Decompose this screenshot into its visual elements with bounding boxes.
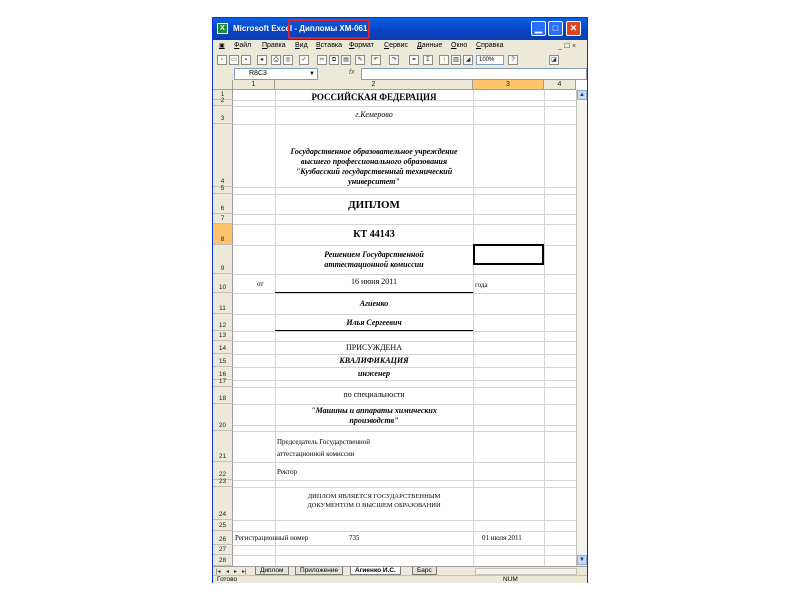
gridline-row (233, 462, 576, 463)
status-bar (213, 575, 587, 583)
first-sheet-icon[interactable]: |◂ (216, 569, 221, 575)
standard-toolbar (213, 53, 587, 68)
num-lock-indicator: NUM (503, 576, 518, 583)
row-header-21[interactable]: 21 (213, 431, 233, 462)
horizontal-scrollbar[interactable] (475, 568, 577, 575)
gridline-row (233, 380, 576, 381)
undo-icon[interactable]: ↶ (371, 55, 381, 65)
insert-function-icon[interactable]: fx (349, 69, 355, 76)
menu-window[interactable]: Окно (451, 42, 468, 49)
row-header-9[interactable]: 9 (213, 245, 233, 274)
select-all-corner[interactable] (213, 80, 233, 90)
vertical-scrollbar[interactable] (576, 90, 587, 566)
city-cell[interactable]: г.Кемерово (355, 110, 393, 119)
save-icon[interactable]: ▪ (241, 55, 251, 65)
gridline-row (233, 520, 576, 521)
institution-cell[interactable]: Государственное образовательное учреждение высшего профессионального образования "Кузбасский государственный технический университет" (290, 147, 458, 186)
gridline-row (233, 431, 576, 432)
gridline-row (233, 341, 576, 342)
document-window-controls[interactable]: _ ☐ × (558, 43, 577, 50)
gridline-row (233, 354, 576, 355)
menu-data[interactable]: Данные (417, 42, 443, 49)
row-header-14[interactable]: 14 (213, 341, 233, 354)
app-title: Microsoft Excel - (233, 24, 300, 33)
row-header-25[interactable]: 25 (213, 520, 233, 531)
column-header-3[interactable]: 3 (473, 80, 544, 90)
year-label-cell[interactable]: года (475, 281, 488, 289)
gridline-row (233, 331, 576, 332)
row-header-13[interactable]: 13 (213, 331, 233, 341)
menu-insert[interactable]: Вставка (316, 42, 343, 49)
gridline-row (233, 214, 576, 215)
row-header-28[interactable]: 28 (213, 555, 233, 566)
gridline-col-4 (544, 90, 545, 566)
sort-ascending-icon[interactable]: ↑ (439, 55, 449, 65)
awarded-cell[interactable]: ПРИСУЖДЕНА (346, 343, 402, 352)
close-icon: ✕ (569, 23, 578, 33)
gridline-row (233, 387, 576, 388)
status-ready: Готово (217, 576, 238, 583)
sheet-tab-bar (213, 566, 587, 575)
surname-cell[interactable]: Агиенко (359, 299, 389, 308)
menu-help[interactable]: Справка (476, 42, 504, 49)
row-header-8[interactable]: 8 (213, 224, 233, 245)
cut-icon[interactable]: ✂ (317, 55, 327, 65)
sheet-tab-bars[interactable]: Барс (412, 567, 437, 575)
gridline-row (233, 404, 576, 405)
sheet-tab-appendix[interactable]: Приложение (295, 567, 343, 575)
date-cell[interactable]: 16 июня 2011 (351, 277, 397, 286)
gridline-row (233, 487, 576, 488)
prev-sheet-icon[interactable]: ◂ (226, 569, 230, 575)
minimize-icon: ▁ (535, 23, 542, 33)
diploma-title-cell[interactable]: ДИПЛОМ (348, 199, 400, 211)
excel-icon: X (217, 23, 228, 34)
gridline-row (233, 124, 576, 125)
from-label-cell[interactable]: от (257, 280, 264, 288)
help-icon[interactable]: ? (508, 55, 518, 65)
gridline-row (233, 314, 576, 315)
spelling-icon[interactable]: ✓ (299, 55, 309, 65)
title-highlight-frame (288, 19, 370, 39)
menu-edit[interactable]: Правка (262, 42, 286, 49)
scroll-down-icon[interactable]: ▼ (577, 555, 587, 565)
row-header-24[interactable]: 24 (213, 487, 233, 520)
chart-wizard-icon[interactable]: ▥ (451, 55, 461, 65)
decision-cell[interactable]: Решением Государственной аттестационной комиссии (324, 250, 424, 269)
redo-icon[interactable]: ↷ (389, 55, 399, 65)
row-header-20[interactable]: 20 (213, 425, 233, 431)
issue-date-cell[interactable]: 01 июля 2011 (482, 534, 522, 542)
gridline-row (233, 187, 576, 188)
qualification-cell[interactable]: инженер (358, 369, 390, 378)
gridline-row (233, 545, 576, 546)
row-header-17[interactable]: 17 (213, 380, 233, 387)
close-button[interactable] (566, 21, 581, 36)
fill-color-icon[interactable]: ◪ (549, 55, 559, 65)
row-header-16[interactable]: 16 (213, 367, 233, 380)
print-icon[interactable]: ⎙ (271, 55, 281, 65)
title-bar[interactable] (213, 18, 587, 40)
state-document-cell[interactable]: ДИПЛОМ ЯВЛЯЕТСЯ ГОСУДАРСТВЕННЫМ ДОКУМЕНТОМ О ВЫСШЕМ ОБРАЗОВАНИИ (307, 493, 441, 509)
next-sheet-icon[interactable]: ▸ (234, 569, 238, 575)
row-header-26[interactable]: 26 (213, 531, 233, 545)
row-header-18[interactable]: 18 (213, 387, 233, 404)
print-preview-icon[interactable]: ◎ (283, 55, 293, 65)
row-header-7[interactable]: 7 (213, 214, 233, 224)
column-header-1[interactable]: 1 (233, 80, 275, 90)
chair-cell[interactable]: Председатель Государственной аттестационной комиссии (277, 438, 371, 458)
drawing-icon[interactable]: ◢ (463, 55, 473, 65)
row-header-11[interactable]: 11 (213, 293, 233, 314)
open-icon[interactable]: ▭ (229, 55, 239, 65)
minimize-button[interactable] (531, 21, 546, 36)
gridline-row (233, 293, 576, 294)
sheet-tab-agienko[interactable]: Агиенко И.С. (350, 567, 401, 575)
row-header-27[interactable]: 27 (213, 545, 233, 555)
menu-format[interactable]: Формат (349, 42, 374, 49)
row-header-23[interactable]: 23 (213, 480, 233, 487)
permission-icon[interactable]: ● (257, 55, 267, 65)
maximize-icon: □ (552, 23, 559, 33)
gridline-row (233, 531, 576, 532)
copy-icon[interactable]: ⧉ (329, 55, 339, 65)
document-title: Дипломы ХМ-061 (299, 24, 368, 33)
gridline-row (233, 480, 576, 481)
new-icon[interactable]: ▫ (217, 55, 227, 65)
row-header-22[interactable]: 22 (213, 462, 233, 480)
rector-cell[interactable]: Ректор (277, 468, 298, 476)
sheet-menu-icon[interactable]: ▣ (219, 43, 225, 49)
country-cell[interactable]: РОССИЙСКАЯ ФЕДЕРАЦИЯ (311, 92, 437, 102)
row-header-10[interactable]: 10 (213, 274, 233, 293)
given-names-cell[interactable]: Илья Сергеевич (346, 318, 402, 327)
last-sheet-icon[interactable]: ▸| (242, 569, 247, 575)
row-header-5[interactable]: 5 (213, 187, 233, 194)
formula-input[interactable] (361, 68, 587, 80)
row-header-12[interactable]: 12 (213, 314, 233, 331)
gridline-row (233, 106, 576, 107)
row-header-3[interactable]: 3 (213, 106, 233, 124)
gridline-row (233, 367, 576, 368)
gridline-col-3 (473, 90, 474, 566)
row-header-4[interactable]: 4 (213, 124, 233, 187)
row-header-6[interactable]: 6 (213, 194, 233, 214)
registration-label-cell[interactable]: Регистрационный номер (235, 534, 309, 542)
zoom-select[interactable]: 100% (476, 55, 504, 65)
formula-bar (213, 68, 587, 80)
column-header-2[interactable]: 2 (275, 80, 473, 90)
column-header-4[interactable]: 4 (544, 80, 576, 90)
row-header-1[interactable]: 1 (213, 90, 233, 100)
excel-window (212, 17, 588, 583)
active-cell-r8c3[interactable] (473, 244, 544, 265)
row-header-2[interactable]: 2 (213, 100, 233, 106)
name-box[interactable] (234, 68, 318, 80)
paste-icon[interactable]: ▤ (341, 55, 351, 65)
specialty-label-cell[interactable]: по специальности (343, 390, 405, 399)
autosum-icon[interactable]: Σ (423, 55, 433, 65)
name-underline (275, 330, 473, 331)
menu-view[interactable]: Вид (295, 42, 308, 49)
maximize-button[interactable] (548, 21, 563, 36)
date-underline (275, 292, 473, 293)
menu-bar (213, 40, 587, 53)
worksheet-grid[interactable] (213, 80, 587, 566)
registration-number-cell[interactable]: 735 (349, 534, 360, 542)
qualification-label-cell[interactable]: КВАЛИФИКАЦИЯ (339, 356, 409, 365)
name-box-value: R8C3 (249, 70, 267, 77)
gridline-row (233, 555, 576, 556)
menu-file[interactable]: Файл (234, 42, 252, 49)
gridline-row (233, 194, 576, 195)
format-painter-icon[interactable]: ✎ (355, 55, 365, 65)
specialty-cell[interactable]: "Машины и аппараты химических производств" (311, 406, 437, 425)
chevron-down-icon[interactable]: ▼ (309, 71, 315, 77)
scroll-up-icon[interactable]: ▲ (577, 90, 587, 100)
gridline-row (233, 274, 576, 275)
hyperlink-icon[interactable]: ⚭ (409, 55, 419, 65)
gridline-col-2 (275, 90, 276, 566)
row-header-15[interactable]: 15 (213, 354, 233, 367)
gridline-row (233, 224, 576, 225)
menu-tools[interactable]: Сервис (384, 42, 408, 49)
sheet-tab-diploma[interactable]: Диплом (255, 567, 289, 575)
diploma-number-cell[interactable]: КТ 44143 (353, 229, 395, 240)
